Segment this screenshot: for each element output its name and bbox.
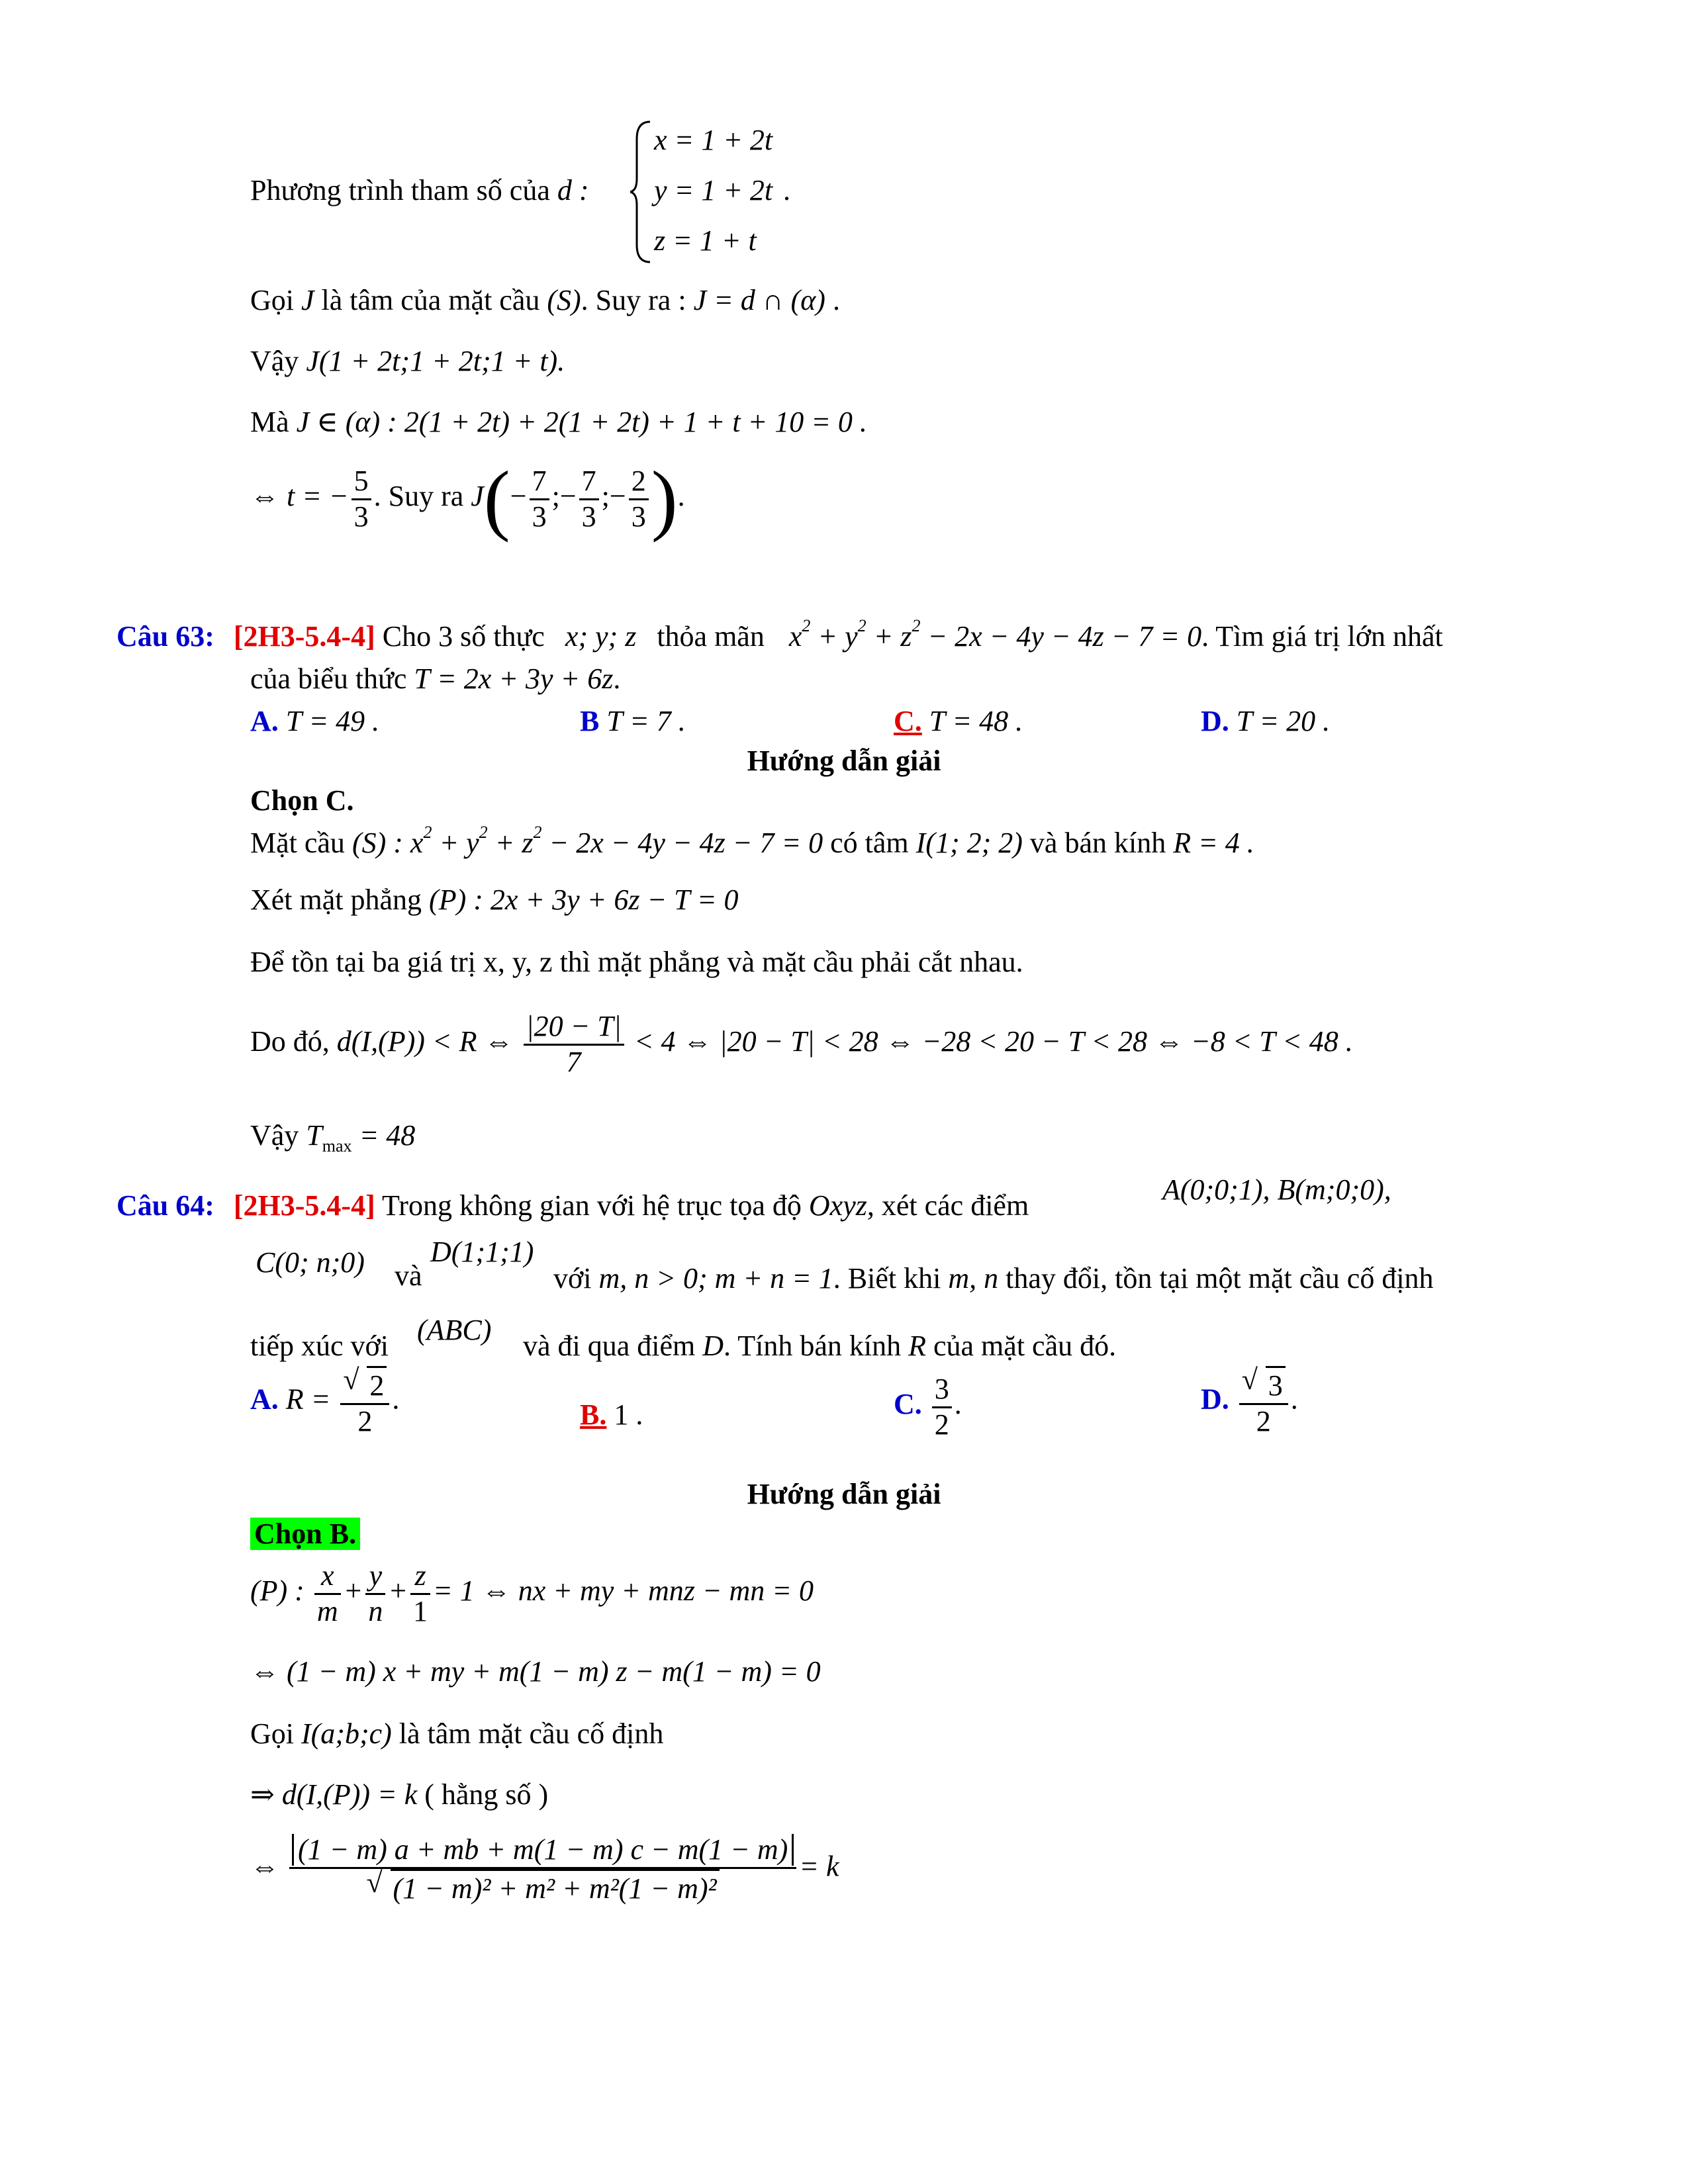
param-eq-z: z = 1 + t [654,224,757,257]
q63-text2: thỏa mãn [657,620,765,653]
q64-line3: tiếp xúc với [250,1330,389,1362]
ma-J-line [250,405,867,440]
q64-guide-title: Hướng dẫn giải [747,1478,941,1510]
q64-line2: C(0; n;0) [256,1246,365,1279]
q64-answer: Chọn B. [250,1517,360,1552]
suy-ra-label: . Suy ra : [581,284,686,316]
q63-text3: . Tìm giá trị lớn nhất [1201,620,1443,653]
q64-option-a[interactable]: A. R = √ 2 2 . [250,1363,400,1437]
q63-line1 [117,616,1443,655]
J-label: J [471,480,484,513]
system-brace [630,119,654,265]
goi-label: Gọi [250,284,294,316]
q64-option-d[interactable]: D. √ 3 2 . [1201,1363,1298,1437]
param-eq-x: x = 1 + 2t [654,124,773,156]
q64-points-AB: A(0;0;1), B(m;0;0), [1162,1173,1391,1206]
q64-step3: Gọi I(a;b;c) là tâm mặt cầu cố định [250,1717,664,1750]
q63-sphere-eq: (S) : $x^2 + y^2 + z^2 - 2x - 4y - 4z - 7 = 0$ [352,823,823,859]
q63-expr: T = 2x + 3y + 6z [414,662,614,695]
goi-J-line: Gọi J là tâm của mặt cầu (S). Suy ra : J = d ∩ (α) . [250,284,840,316]
q64-line2b: với m, n > 0; m + n = 1. Biết khi m, n thay đổi, tồn tại một mặt cầu cố định [553,1262,1434,1295]
goi-J-text: là tâm của mặt cầu [321,284,540,316]
t-eq: ⇔ t = − [250,480,349,513]
ma-J-expr: J ∈ (α) : 2(1 + 2t) + 2(1 + 2t) + 1 + t + 10 = 0 . [296,406,867,438]
q63-guide-title: Hướng dẫn giải [747,745,941,777]
q63-distance-frac: $\frac{|20 - T|}{7}$ [524,1010,624,1079]
t-solution-line: ⇔ t = − $\frac{5}{3}$ . Suy ra J(− $\frac{7}{3}$ ;− $\frac{7}{3}$ ;− $\frac{2}{3}$ ). [250,455,685,543]
q64-step2: ⇔ (1 − m) x + my + m(1 − m) z − m(1 − m) = 0 [250,1655,821,1688]
q63-step1: Mặt cầu (S) : $x^2 + y^2 + z^2 - 2x - 4y - 4z - 7 = 0$ có tâm I(1; 2; 2) và bán kính R = 4 . [250,823,1254,859]
q63-label: Câu 63: [117,620,214,653]
q63-text1: Cho 3 số thực [382,620,545,653]
q63-step2: Xét mặt phẳng (P) : 2x + 3y + 6z − T = 0 [250,884,739,916]
q64-abc: (ABC) [417,1314,492,1346]
vay-J-expr: J(1 + 2t;1 + 2t;1 + t). [306,345,565,377]
q64-step5: ⇔ (1 − m) a + mb + m(1 − m) c − m(1 − m) √ (1 − m)² + m² + m²(1 − m)² = k [250,1833,839,1905]
q64-distance-frac: (1 − m) a + mb + m(1 − m) c − m(1 − m) √ (1 − m)² + m² + m²(1 − m)² [289,1833,796,1905]
q64-label: Câu 64: [117,1189,214,1222]
q63-equation: $x^2 + y^2 + z^2 - 2x - 4y - 4z - 7 = 0$ [788,616,1202,653]
q63-step5: Vậy $T_{max} = 48$ [250,1119,416,1156]
q63-step4: Do đó, d(I,(P)) < R ⇔ $\frac{|20 - T|}{7}$ < 4 ⇔ |20 − T| < 28 ⇔ −28 < 20 − T < 28 ⇔ −8 < T < 48 . [250,1010,1353,1078]
q64-code: [2H3-5.4-4] [233,1189,375,1222]
param-eq-dot: . [783,174,790,206]
q63-answer: Chọn C. [250,784,354,817]
q63-vars: x; y; z [565,620,637,653]
q63-step3: Để tồn tại ba giá trị x, y, z thì mặt phẳng và mặt cầu phải cắt nhau. [250,946,1023,978]
q64-step4: ⇒ d(I,(P)) = k ( hằng số ) [250,1778,549,1811]
q64-option-c[interactable]: C. $\frac{3}{2}$ . [894,1373,962,1441]
q63-option-c[interactable]: C. T = 48 . [894,705,1023,737]
q64-point-D: D(1;1;1) [430,1236,534,1268]
q64-line1: Câu 64: [2H3-5.4-4] Trong không gian với hệ trục tọa độ Oxyz, xét các điểm [117,1189,1029,1222]
vay-label: Vậy [250,345,299,377]
q64-option-b[interactable]: B. 1 . [580,1398,643,1431]
q63-line2: của biểu thức T = 2x + 3y + 6z. [250,662,621,695]
q63-option-d[interactable]: D. T = 20 . [1201,705,1331,737]
param-eq-label: Phương trình tham số của [250,174,550,206]
vay-J-line [250,344,565,379]
param-eq-y: y = 1 + 2t [654,174,773,206]
param-eq-line [250,173,589,208]
q63-option-b[interactable]: B T = 7 . [580,705,686,737]
q63-text4: của biểu thức [250,662,407,695]
frac-5-3: $\frac{5}{3}$ [352,465,371,533]
q64-va: và [395,1259,422,1292]
q64-line3b: và đi qua điểm D. Tính bán kính R của mặt cầu đó. [523,1330,1117,1362]
suy-ra-2: . Suy ra [373,480,464,513]
param-eq-d: d : [557,174,589,206]
q63-code: [2H3-5.4-4] [233,620,375,653]
ma-label: Mà [250,406,289,438]
q64-plane-eq: (P) : $\frac{x}{m}$ + $\frac{y}{n}$ + $\frac{z}{1}$ = 1 ⇔ nx + my + mnz − mn = 0 [250,1559,814,1627]
q63-option-a[interactable]: A. T = 49 . [250,705,380,737]
